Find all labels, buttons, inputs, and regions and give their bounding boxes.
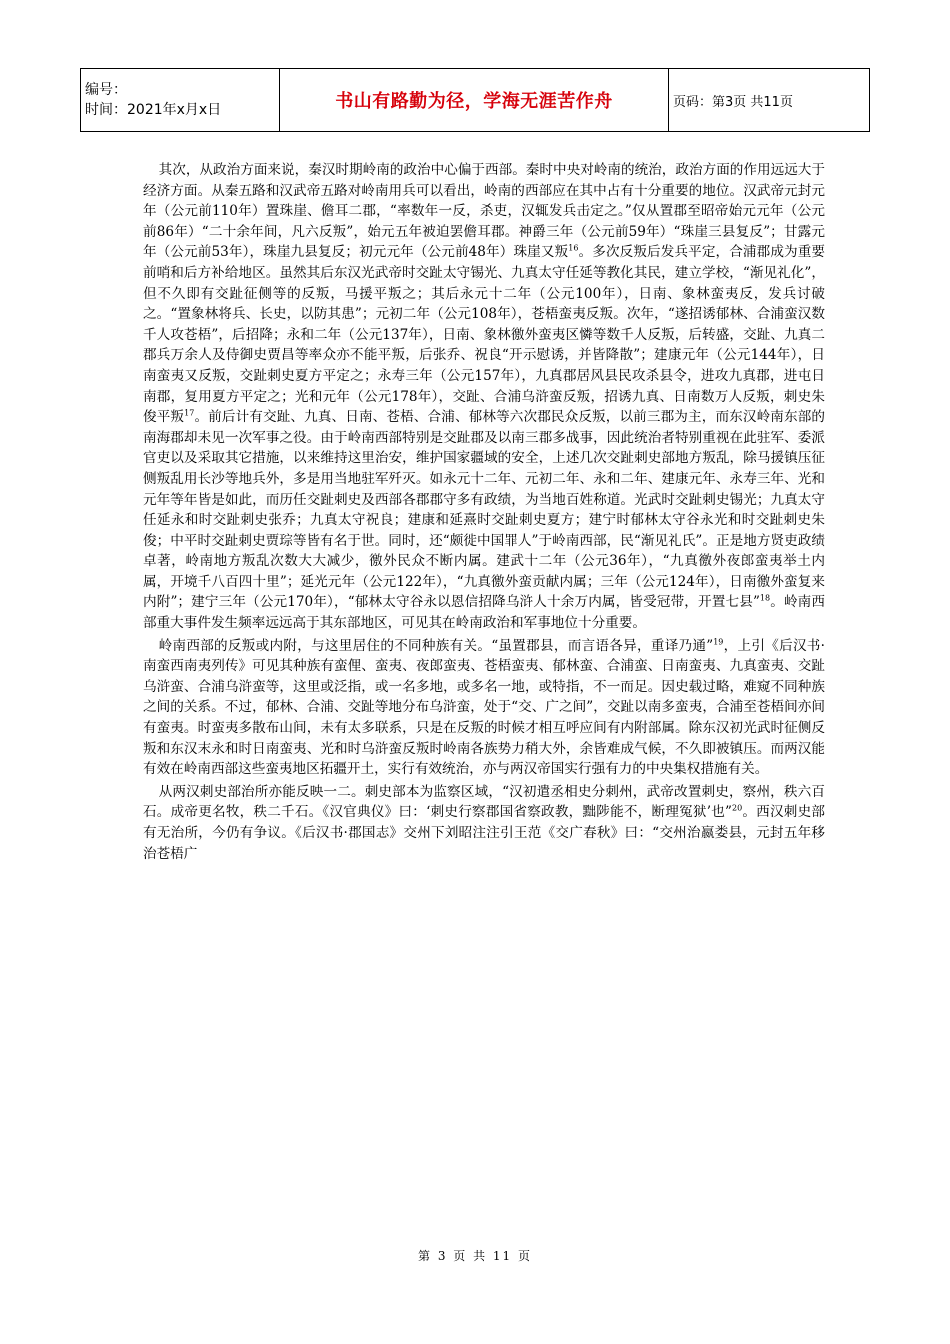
paragraph-text: 。多次反叛后发兵平定，合浦郡成为重要前哨和后方补给地区。虽然其后东汉光武帝时交趾太守锡光、九真太守任延等教化其民，建立学校，“渐见礼化”，但不久即有交趾征侧等的反叛，马援平叛之；其后永元十二年（公元100年），日南、象林蛮夷反，发兵讨破之。“置象林将兵、长史，以防其患”；元初二年（公元108年），苍梧蛮夷反叛。次年，“遂招诱郁林、合浦蛮汉数千人攻苍梧”，后招降；永和二年（公元137年），日南、象林徼外蛮夷区憐等数千人反叛，后转盛，交趾、九真二郡兵万余人及侍御史贾昌等率众亦不能平叛，后张乔、祝良“开示慰诱，并皆降散”；建康元年（公元144年），日南蛮夷又反叛，交趾刺史夏方平定之；永寿三年（公元157年），九真郡居风县民攻杀县令，进攻九真郡，进屯日南郡，复用夏方平定之；光和元年（公元178年），交趾、合浦乌浒蛮反叛，招诱九真、日南数万人反叛，刺史朱俊平叛 [143, 244, 826, 426]
page-header [80, 68, 870, 132]
paragraph-text: 从两汉刺史部治所亦能反映一二。刺史部本为监察区域，“汉初遣丞相史分刺州，武帝改置刺史，察州，秩六百石。成帝更名牧，秩二千石。《汉官典仪》曰：‘刺史行察郡国省察政教，黜陟能不，断理冤狱’也” [143, 783, 825, 821]
footnote-marker: 16 [568, 243, 579, 253]
header-page-info: 页码：第3页 共11页 [669, 69, 870, 132]
footnote-marker: 18 [759, 593, 771, 603]
paragraph-text: 。前后计有交趾、九真、日南、苍梧、合浦、郁林等六次郡民众反叛，以前三郡为主，而东汉岭南东部的南海郡却未见一次军事之役。由于岭南西部特别是交趾郡及以南三郡多战事，因此统治者特别重视在此驻军、委派官吏以及采取其它措施，以来维持这里治安，维护国家疆域的安全，上述几次交趾刺史部地方叛乱，除马援镇压征侧叛乱用长沙等地兵外，多是用当地驻军歼灭。如永元十二年、元初二年、永和二年、建康元年、永寿三年、光和元年等年皆是如此，而历任交趾刺史及西部各郡郡守多有政绩，为当地百姓称道。光武时交趾刺史锡光；九真太守任延永和时交趾刺史张乔；九真太守祝良；建康和延熹时交趾刺史夏方；建宁时郁林太守谷永光和时交趾刺史朱俊；中平时交趾刺史贾琮等皆有名于世。同时，还“颇徙中国罪人”于岭南西部，民“渐见礼氏”。正是地方贤吏政绩卓著，岭南地方叛乱次数大大减少，徼外民众不断内属。建武十二年（公元36年），“九真徼外夜郎蛮夷举土内属，开境千八百四十里”；延光元年（公元122年），“九真徼外蛮贡献内属；三年（公元124年），日南徼外蛮复来内附”；建宁三年（公元170年），“郁林太守谷永以恩信招降乌浒人十余万内属，皆受冠带，开置七县” [143, 409, 826, 611]
body-paragraph [143, 160, 825, 634]
paragraph-text: 其次，从政治方面来说，秦汉时期岭南的政治中心偏于西部。秦时中央对岭南的统治，政治方面的作用远远大于经济方面。从秦五路和汉武帝五路对岭南用兵可以看出，岭南的西部应在其中占有十分重要的地位。汉武帝元封元年（公元前110年）置珠崖、儋耳二郡，“率数年一反，杀吏，汉辄发兵击定之。”仅从置郡至昭帝始元元年（公元前86年）“二十余年间，凡六反叛”，始元五年被迫罢儋耳郡。神爵三年（公元前59年）“珠崖三县复反”；甘露元年（公元前53年），珠崖九县复反；初元元年（公元前48年）珠崖又叛 [143, 162, 825, 261]
document-number-label: 编号： [85, 82, 127, 98]
document-time-label: 时间：2021年x月x日 [85, 102, 222, 118]
footnote-marker: 20 [731, 803, 743, 813]
paragraph-text: 。岭南西部重大事件发生频率远远高于其东部地区，可见其在岭南政治和军事地位十分重要。 [143, 594, 825, 632]
header-motto: 书山有路勤为径，学海无涯苦作舟 [280, 69, 669, 132]
paragraph-text: 。西汉刺史部有无治所，今仍有争议。《后汉书·郡国志》交州下刘昭注注引王范《交广春秋》曰：“交州治嬴娄县，元封五年移治苍梧广 [143, 804, 825, 862]
paragraph-text: 岭南西部的反叛或内附，与这里居住的不同种族有关。“虽置郡县，而言语各异，重译乃通” [158, 637, 714, 654]
body-paragraph [143, 782, 825, 864]
header-meta [81, 69, 280, 132]
footnote-marker: 17 [184, 408, 195, 418]
page-footer: 第 3 页 共 11 页 [418, 1249, 532, 1263]
footnote-marker: 19 [713, 637, 724, 647]
document-body [143, 160, 825, 866]
paragraph-text: ，上引《后汉书·南蛮西南夷列传》可见其种族有蛮俚、蛮夷、夜郎蛮夷、苍梧蛮夷、郁林蛮、合浦蛮、日南蛮夷、九真蛮夷、交趾乌浒蛮、合浦乌浒蛮等，这里或泛指，或一名多地，或多名一地，或特指，不一而足。因史载过略，难窥不同种族之间的关系。不过，郁林、合浦、交趾等地分布乌浒蛮，处于“交、广之间”，交趾以南多蛮夷，合浦至苍梧间亦间有蛮夷。时蛮夷多散布山间，未有太多联系，只是在反叛的时候才相互呼应间有内附部属。除东汉初光武时征侧反叛和东汉末永和时日南蛮夷、光和时乌浒蛮反叛时岭南各族势力稍大外，余皆难成气候，不久即被镇压。而两汉能有效在岭南西部这些蛮夷地区拓疆开土，实行有效统治，亦与两汉帝国实行强有力的中央集权措施有关。 [143, 637, 825, 778]
body-paragraph [143, 636, 825, 780]
